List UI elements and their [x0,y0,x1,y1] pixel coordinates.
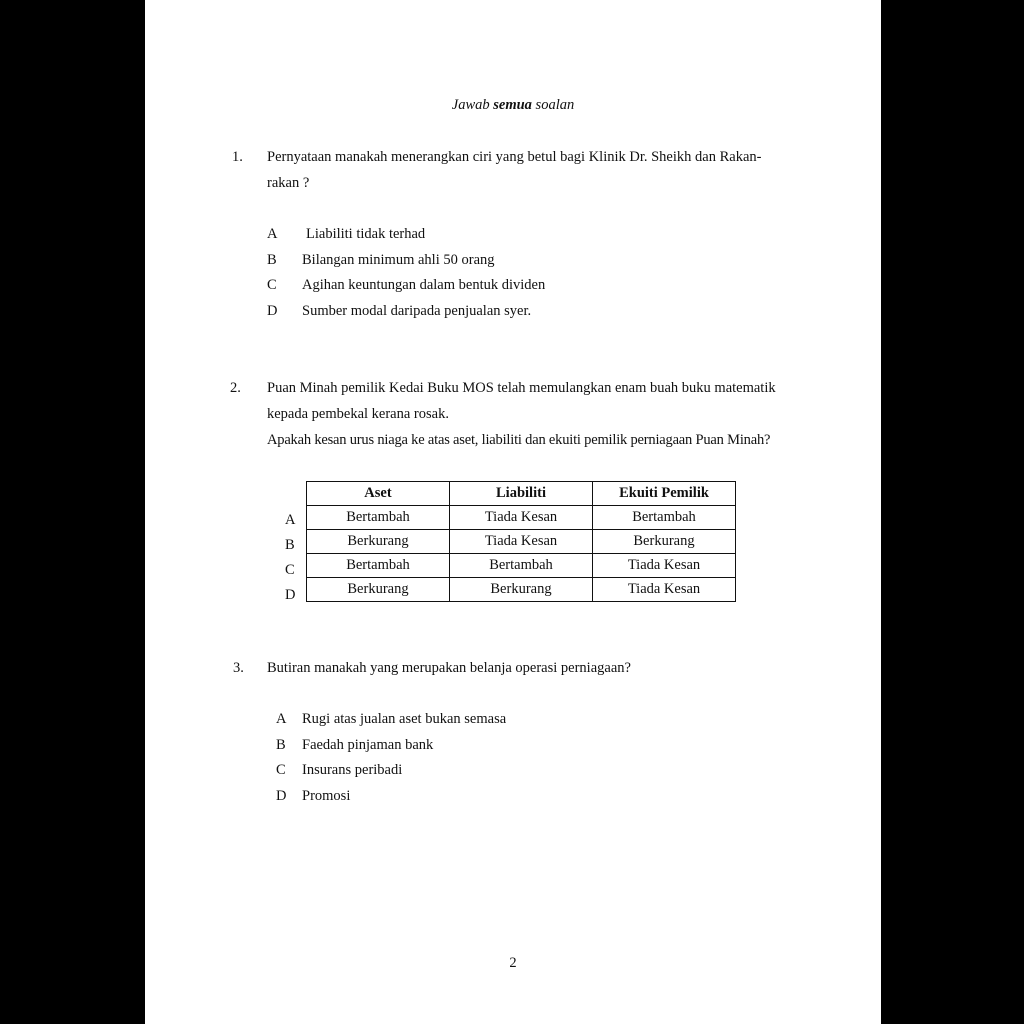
q3-option-text: Rugi atas jualan aset bukan semasa [302,711,507,727]
q3-option-text: Faedah pinjaman bank [302,737,434,753]
table-row-letter: D [285,587,296,603]
q3-option-letter: B [276,737,286,753]
q3-option-text: Insurans peribadi [302,762,403,778]
table-cell: Bertambah [450,554,593,578]
instruction-text: Jawab [451,97,494,113]
table-row [307,578,736,602]
table-cell: Berkurang [307,578,450,602]
question-2-number: 2. [230,380,241,396]
table-row-letter: C [285,562,295,578]
q1-option-letter: B [267,252,277,268]
table-header-liabiliti: Liabiliti [450,482,593,506]
instruction-text-end: soalan [531,97,575,113]
question-3-number: 3. [233,660,244,676]
table-row-letter: B [285,537,295,553]
instruction-heading [145,97,881,114]
question-1-text [267,144,761,196]
table-cell: Tiada Kesan [593,578,736,602]
q1-option-text: Agihan keuntungan dalam bentuk dividen [302,277,546,293]
question-2-text [267,375,776,453]
q1-option-letter: A [267,226,278,242]
table-cell: Bertambah [307,506,450,530]
question-2-line: kepada pembekal kerana rosak. [267,406,449,422]
question-1-line: Pernyataan manakah menerangkan ciri yang betul bagi Klinik Dr. Sheikh dan Rakan- [267,149,762,165]
table-cell: Bertambah [307,554,450,578]
q3-option-letter: A [276,711,287,727]
table-cell: Berkurang [450,578,593,602]
question-2-line: Apakah kesan urus niaga ke atas aset, liabiliti dan ekuiti pemilik perniagaan Puan Minah? [267,432,771,448]
table-cell: Bertambah [593,506,736,530]
question-1-number: 1. [232,149,243,165]
page-number: 2 [509,955,517,971]
table-row [307,530,736,554]
table-cell: Tiada Kesan [593,554,736,578]
table-header-ekuiti: Ekuiti Pemilik [593,482,736,506]
table-header-aset: Aset [307,482,450,506]
q3-option-text: Promosi [302,788,351,804]
q1-option-letter: C [267,277,277,293]
question-3-text [267,655,631,681]
q1-option-text: Liabiliti tidak terhad [306,226,426,242]
q1-option-letter: D [267,303,278,319]
answer-table [306,481,736,602]
table-row [307,506,736,530]
q1-option-text: Bilangan minimum ahli 50 orang [302,252,495,268]
q1-option-text: Sumber modal daripada penjualan syer. [302,303,532,319]
q3-option-letter: C [276,762,286,778]
question-1-line: rakan ? [267,175,310,191]
table-cell: Berkurang [593,530,736,554]
table-cell: Berkurang [307,530,450,554]
instruction-emphasis: semua [493,97,532,113]
question-3-line: Butiran manakah yang merupakan belanja operasi perniagaan? [267,660,631,676]
document-page [145,0,881,1024]
table-row-letter: A [285,512,296,528]
table-cell: Tiada Kesan [450,506,593,530]
q3-option-letter: D [276,788,287,804]
question-2-line: Puan Minah pemilik Kedai Buku MOS telah memulangkan enam buah buku matematik [267,380,776,396]
table-row [307,554,736,578]
table-cell: Tiada Kesan [450,530,593,554]
table-header-row [307,482,736,506]
